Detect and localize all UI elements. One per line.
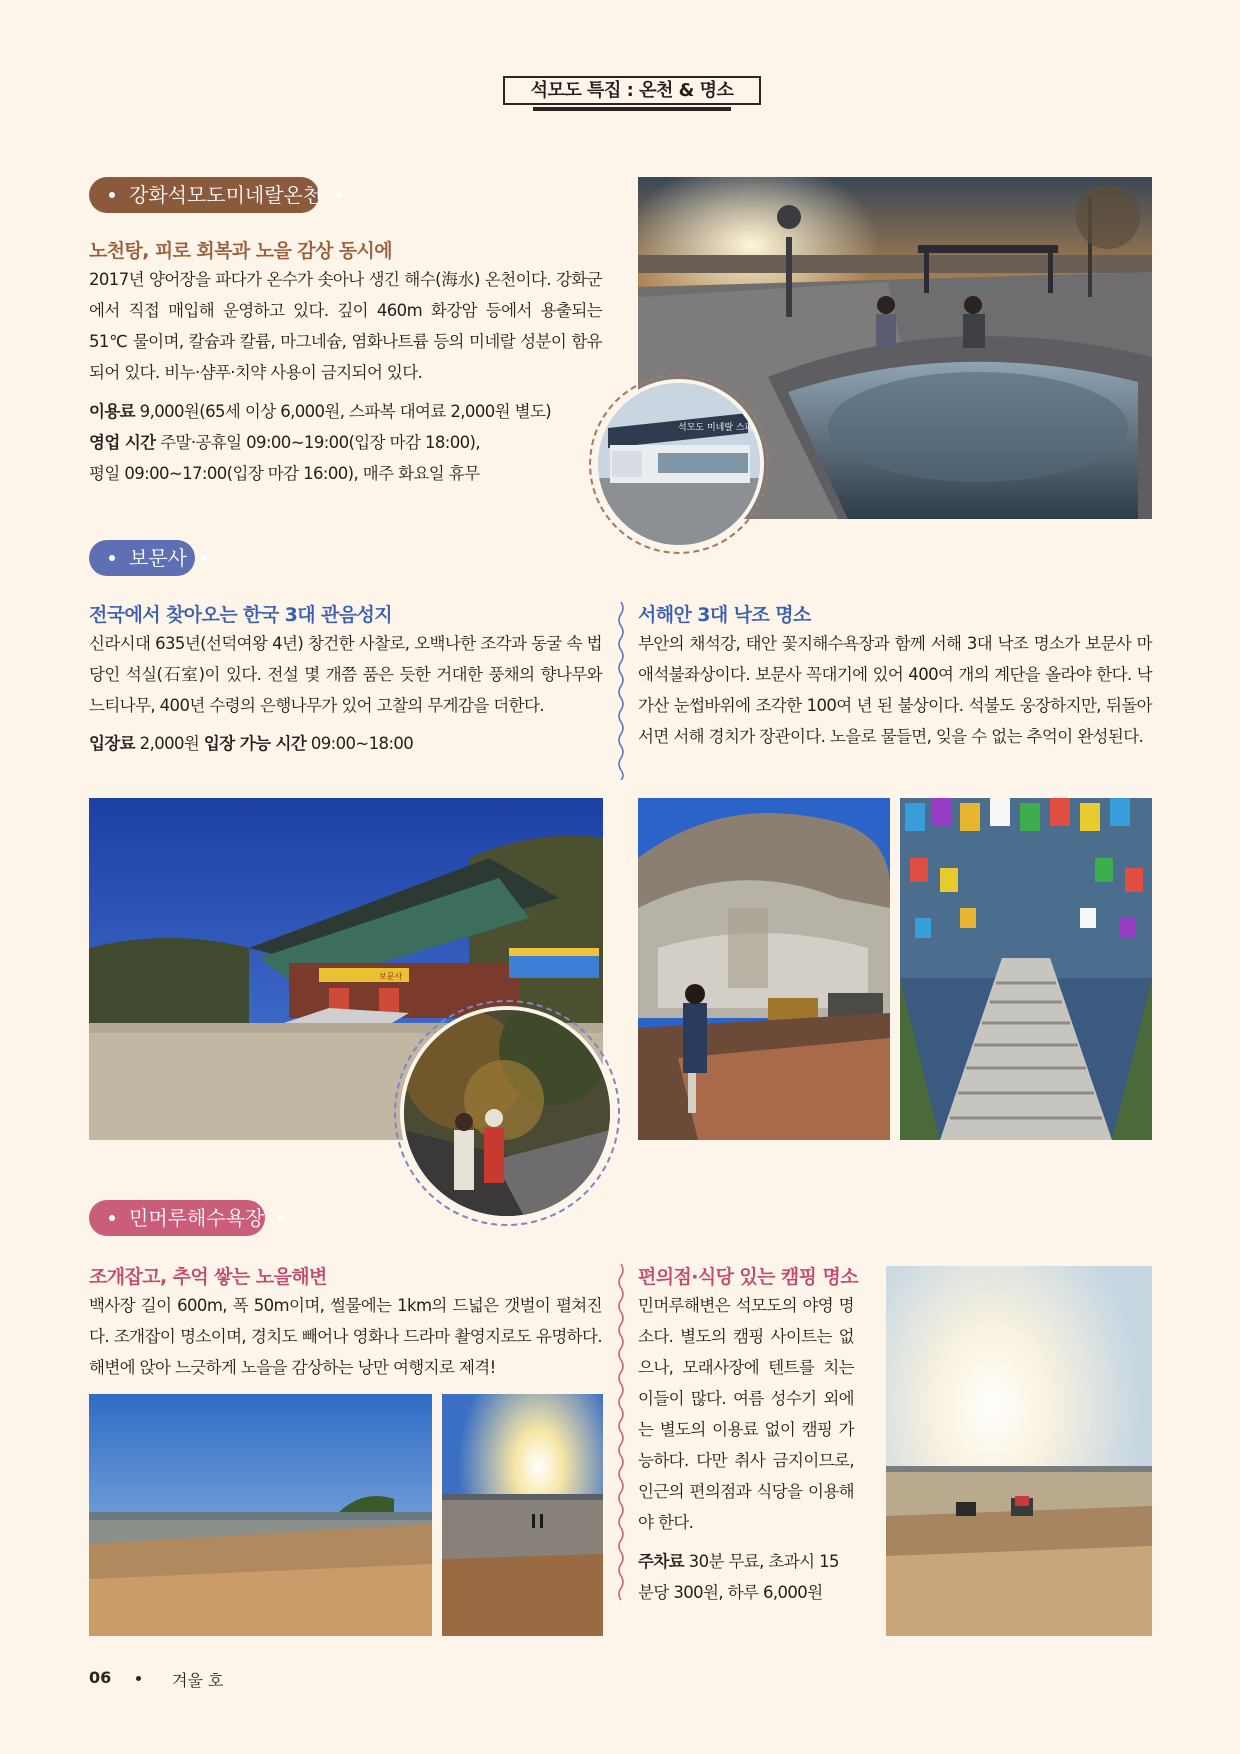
fee-label: 이용료 xyxy=(89,402,136,421)
beach-side-subtitle: 편의점·식당 있는 캠핑 명소 xyxy=(638,1266,858,1288)
temple-sign-text: 보문사 xyxy=(379,972,403,981)
camping-beach-photo xyxy=(886,1266,1152,1636)
bullet-dot xyxy=(278,1215,284,1221)
beach-subtitle: 조개잡고, 추억 쌓는 노을해변 xyxy=(89,1266,327,1288)
page-header-title: 석모도 특집 : 온천 & 명소 xyxy=(503,76,761,105)
admission-value: 2,000원 xyxy=(135,734,204,753)
lantern-stairs-photo xyxy=(900,798,1152,1140)
wavy-divider xyxy=(616,602,626,780)
spa-info xyxy=(89,396,609,489)
pill-label: 보문사 xyxy=(129,546,187,570)
spa-subtitle: 노천탕, 피로 회복과 노을 감상 동시에 xyxy=(89,240,393,262)
bullet-dot xyxy=(201,555,207,561)
temple-body: 신라시대 635년(선덕여왕 4년) 창건한 사찰로, 오백나한 조각과 동굴 속 법당인 석실(石室)이 있다. 전설 몇 개쯤 품은 듯한 거대한 풍채의 향나무와 느티나무, 400년 수령의 은행나무가 있어 고찰의 무게감을 더한다. xyxy=(89,634,602,715)
issue-label: 겨울 호 xyxy=(172,1671,224,1690)
temple-tree-inset-photo xyxy=(400,1006,614,1220)
parking-label: 주차료 xyxy=(638,1552,685,1571)
hours-value: 주말·공휴일 09:00~19:00(입장 마감 18:00), xyxy=(155,433,480,452)
hours-value-2: 평일 09:00~17:00(입장 마감 16:00), 매주 화요일 휴무 xyxy=(89,464,480,483)
bullet-dot xyxy=(336,192,342,198)
bullet-dot xyxy=(109,1215,115,1221)
beach-sunset-photo xyxy=(442,1394,603,1636)
temple-side-body: 부안의 채석강, 태안 꽃지해수욕장과 함께 서해 3대 낙조 명소가 보문사 마애석불좌상이다. 보문사 꼭대기에 있어 400여 개의 계단을 올라야 한다. 낙가산 눈썹바위에 조각한 100여 년 된 불상이다. 석불도 웅장하지만, 뒤돌아서면 서해 경치가 장관이다. 노을로 물들면, 잊을 수 없는 추억이 완성된다. xyxy=(638,634,1152,746)
temple-info xyxy=(89,728,602,759)
bullet-dot xyxy=(109,192,115,198)
entry-hours-value: 09:00~18:00 xyxy=(306,734,414,753)
bullet-dot xyxy=(109,555,115,561)
entry-hours-label: 입장 가능 시간 xyxy=(203,734,307,753)
fee-value: 9,000원(65세 이상 6,000원, 스파복 대여료 2,000원 별도) xyxy=(135,402,552,421)
section-pill-beach xyxy=(89,1200,265,1236)
spa-body: 2017년 양어장을 파다가 온수가 솟아나 생긴 해수(海水) 온천이다. 강화군에서 직접 매입해 운영하고 있다. 깊이 460m 화강암 등에서 용출되는 51℃ 물이며, 칼슘과 칼륨, 마그네슘, 염화나트륨 등의 미네랄 성분이 함유되어 있다. 비누·샴푸·치약 사용이 금지되어 있다. xyxy=(89,270,602,382)
header-underline xyxy=(533,107,731,111)
parking-info xyxy=(638,1546,854,1608)
wavy-divider xyxy=(616,1264,626,1604)
spa-building-inset-photo xyxy=(594,379,764,549)
section-pill-temple xyxy=(89,540,195,576)
temple-side-subtitle: 서해안 3대 낙조 명소 xyxy=(638,604,811,626)
pill-label: 민머루해수욕장 xyxy=(129,1206,265,1230)
temple-subtitle: 전국에서 찾아오는 한국 3대 관음성지 xyxy=(89,604,392,626)
section-pill-spa xyxy=(89,177,323,213)
buddha-rock-photo xyxy=(638,798,890,1140)
spa-sign-text: 석모도 미네랄 스파 xyxy=(678,423,754,433)
beach-tidal-flat-photo xyxy=(89,1394,432,1636)
admission-label: 입장료 xyxy=(89,734,136,753)
pill-label: 강화석모도미네랄온천 xyxy=(129,183,323,207)
parking-value: 30분 무료, 초과시 15분당 300원, 하루 6,000원 xyxy=(638,1552,839,1602)
beach-side-body: 민머루해변은 석모도의 야영 명소다. 별도의 캠핑 사이트는 없으나, 모래사장에 텐트를 치는 이들이 많다. 여름 성수기 외에는 별도의 이용료 없이 캠핑 가능하다. 다만 취사 금지이므로, 인근의 편의점과 식당을 이용해야 한다. xyxy=(638,1296,854,1532)
hours-label: 영업 시간 xyxy=(89,433,156,452)
footer-dot xyxy=(136,1676,141,1681)
beach-body: 백사장 길이 600m, 폭 50m이며, 썰물에는 1km의 드넓은 갯벌이 펼쳐진다. 조개잡이 명소이며, 경치도 빼어나 영화나 드라마 촬영지로도 유명하다. 해변에 앉아 느긋하게 노을을 감상하는 낭만 여행지로 제격! xyxy=(89,1296,602,1377)
page-number: 06 xyxy=(89,1668,112,1687)
